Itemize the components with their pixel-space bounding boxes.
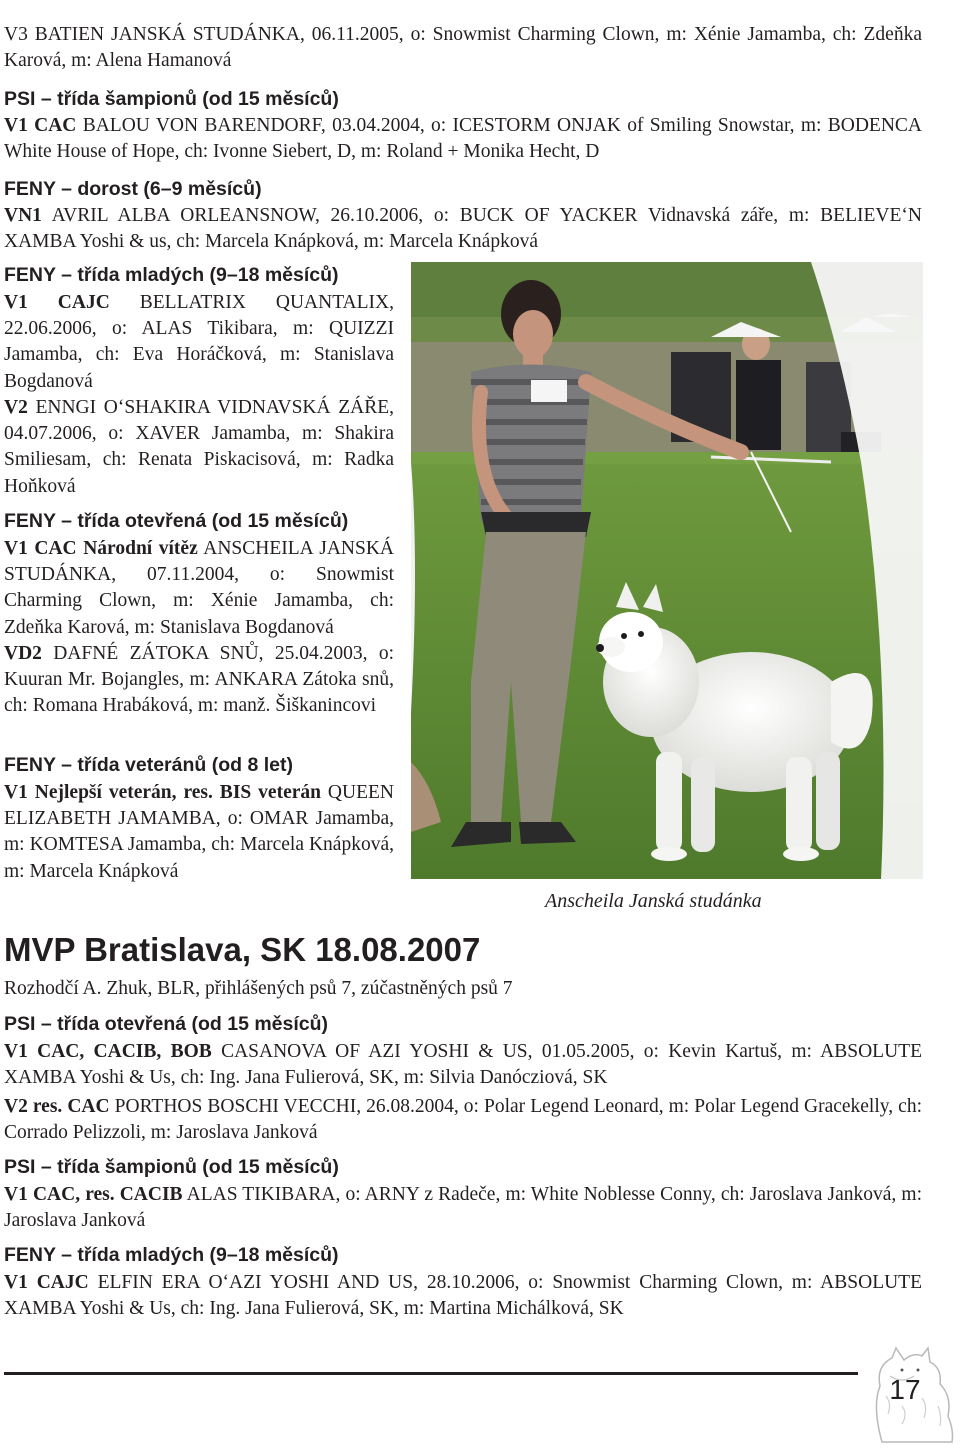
section-heading-psi-champions: PSI – třída šampionů (od 15 měsíců): [4, 88, 339, 110]
show-title: MVP Bratislava, SK 18.08.2007: [4, 931, 481, 968]
entry-award: V1 CAC, res. CACIB: [4, 1184, 183, 1205]
entry-dafne: [4, 641, 394, 720]
entry-award: V1 CAJC: [4, 292, 110, 313]
judge-text: Rozhodčí A. Zhuk, BLR, přihlášených psů 7, zúčastněných psů 7: [4, 978, 513, 999]
entry-balou: [4, 113, 922, 165]
entry-award: V1 CAJC: [4, 1272, 89, 1293]
entry-casanova: [4, 1039, 922, 1091]
entry-text: BALOU VON BARENDORF, 03.04.2004, o: ICESTORM ONJAK of Smiling Snowstar, m: BODENCA White House of Hope, ch: Ivonne Siebert, D, m: Roland + Monika Hecht, D: [4, 115, 922, 163]
entry-text: DAFNÉ ZÁTOKA SNŮ, 25.04.2003, o: Kuuran Mr. Bojangles, m: ANKARA Zátoka snů, ch: Romana Hrabáková, m: manž. Šiškanincovi: [4, 643, 395, 717]
entry-award: VD2: [4, 643, 42, 664]
entry-text: PORTHOS BOSCHI VECCHI, 26.08.2004, o: Polar Legend Leonard, m: Polar Legend Gracekelly, ch: Corrado Pelizzoli, m: Jaroslava Janková: [4, 1096, 922, 1144]
entry-award: V1 Nejlepší veterán, res. BIS veterán: [4, 782, 321, 803]
entry-text: CASANOVA OF AZI YOSHI & US, 01.05.2005, o: Kevin Kartuš, m: ABSOLUTE XAMBA Yoshi & Us, ch: Ing. Jana Fulierová, SK, m: Silvia Danócziová, SK: [4, 1041, 923, 1089]
entry-text: BELLATRIX QUANTALIX, 22.06.2006, o: ALAS Tikibara, m: QUIZZI Jamamba, ch: Eva Horáčková, m: Stanislava Bogdanová: [4, 292, 395, 392]
entry-text: ALAS TIKIBARA, o: ARNY z Radeče, m: White Noblesse Conny, ch: Jaroslava Janková, m: Jaroslava Janková: [4, 1184, 922, 1232]
entry-award: V1 CAC: [4, 115, 77, 136]
entry-award: V1 CAC, CACIB, BOB: [4, 1041, 212, 1062]
entry-text: ELFIN ERA O‘AZI YOSHI AND US, 28.10.2006, o: Snowmist Charming Clown, m: ABSOLUTE XAMBA Yoshi & Us, ch: Ing. Jana Fulierová, SK, m: Martina Michálková, SK: [4, 1272, 923, 1320]
section-heading-feny-otevrena: FENY – třída otevřená (od 15 měsíců): [4, 510, 349, 532]
entry-text: V3 BATIEN JANSKÁ STUDÁNKA, 06.11.2005, o: Snowmist Charming Clown, m: Xénie Jamamba, ch: Zdeňka Karová, m: Alena Hamanová: [4, 24, 922, 72]
entry-text: QUEEN ELIZABETH JAMAMBA, o: OMAR Jamamba, m: KOMTESA Jamamba, ch: Marcela Knápková, m: Marcela Knápková: [4, 782, 394, 882]
dog-show-photo: [411, 262, 923, 879]
entry-enngi: [4, 395, 394, 500]
entry-elfin-era: [4, 1270, 922, 1322]
footer-rule: [4, 1372, 858, 1375]
section-heading-feny-mladych-2: FENY – třída mladých (9–18 měsíců): [4, 1244, 339, 1266]
section-heading-feny-mladych: FENY – třída mladých (9–18 měsíců): [4, 264, 339, 286]
entry-bellatrix: [4, 290, 394, 395]
entry-award: VN1: [4, 205, 42, 226]
entry-award: V2: [4, 397, 28, 418]
page-number: 17: [889, 1374, 921, 1405]
section-heading-psi-otevrena: PSI – třída otevřená (od 15 měsíců): [4, 1013, 329, 1035]
judge-info: [4, 976, 922, 1002]
entry-alas-tikibara: [4, 1182, 922, 1234]
entry-queen-elizabeth: [4, 780, 394, 885]
entry-text: ENNGI O‘SHAKIRA VIDNAVSKÁ ZÁŘE, 04.07.2006, o: XAVER Jamamba, m: Shakira Smiliesam, ch: Renata Piskacisová, m: Radka Hoňková: [4, 397, 394, 497]
entry-anscheila: [4, 536, 394, 641]
entry-award: V2 res. CAC: [4, 1096, 110, 1117]
section-heading-psi-sampionu: PSI – třída šampionů (od 15 měsíců): [4, 1156, 339, 1178]
entry-v3-batien: [4, 22, 922, 74]
entry-avril: [4, 203, 922, 255]
entry-porthos: [4, 1094, 922, 1146]
photo-caption: Anscheila Janská studánka: [545, 890, 762, 912]
section-heading-feny-dorost: FENY – dorost (6–9 měsíců): [4, 178, 262, 200]
entry-award: V1 CAC Národní vítěz: [4, 538, 198, 559]
entry-text: AVRIL ALBA ORLEANSNOW, 26.10.2006, o: BUCK OF YACKER Vidnavská záře, m: BELIEVE‘N XAMBA Yoshi & us, ch: Marcela Knápková, m: Marcela Knápková: [4, 205, 922, 253]
entry-text: ANSCHEILA JANSKÁ STUDÁNKA, 07.11.2004, o: Snowmist Charming Clown, m: Xénie Jamamba, ch: Zdeňka Karová, m: Stanislava Bogdanová: [4, 538, 394, 638]
section-heading-feny-veteranu: FENY – třída veteránů (od 8 let): [4, 754, 293, 776]
